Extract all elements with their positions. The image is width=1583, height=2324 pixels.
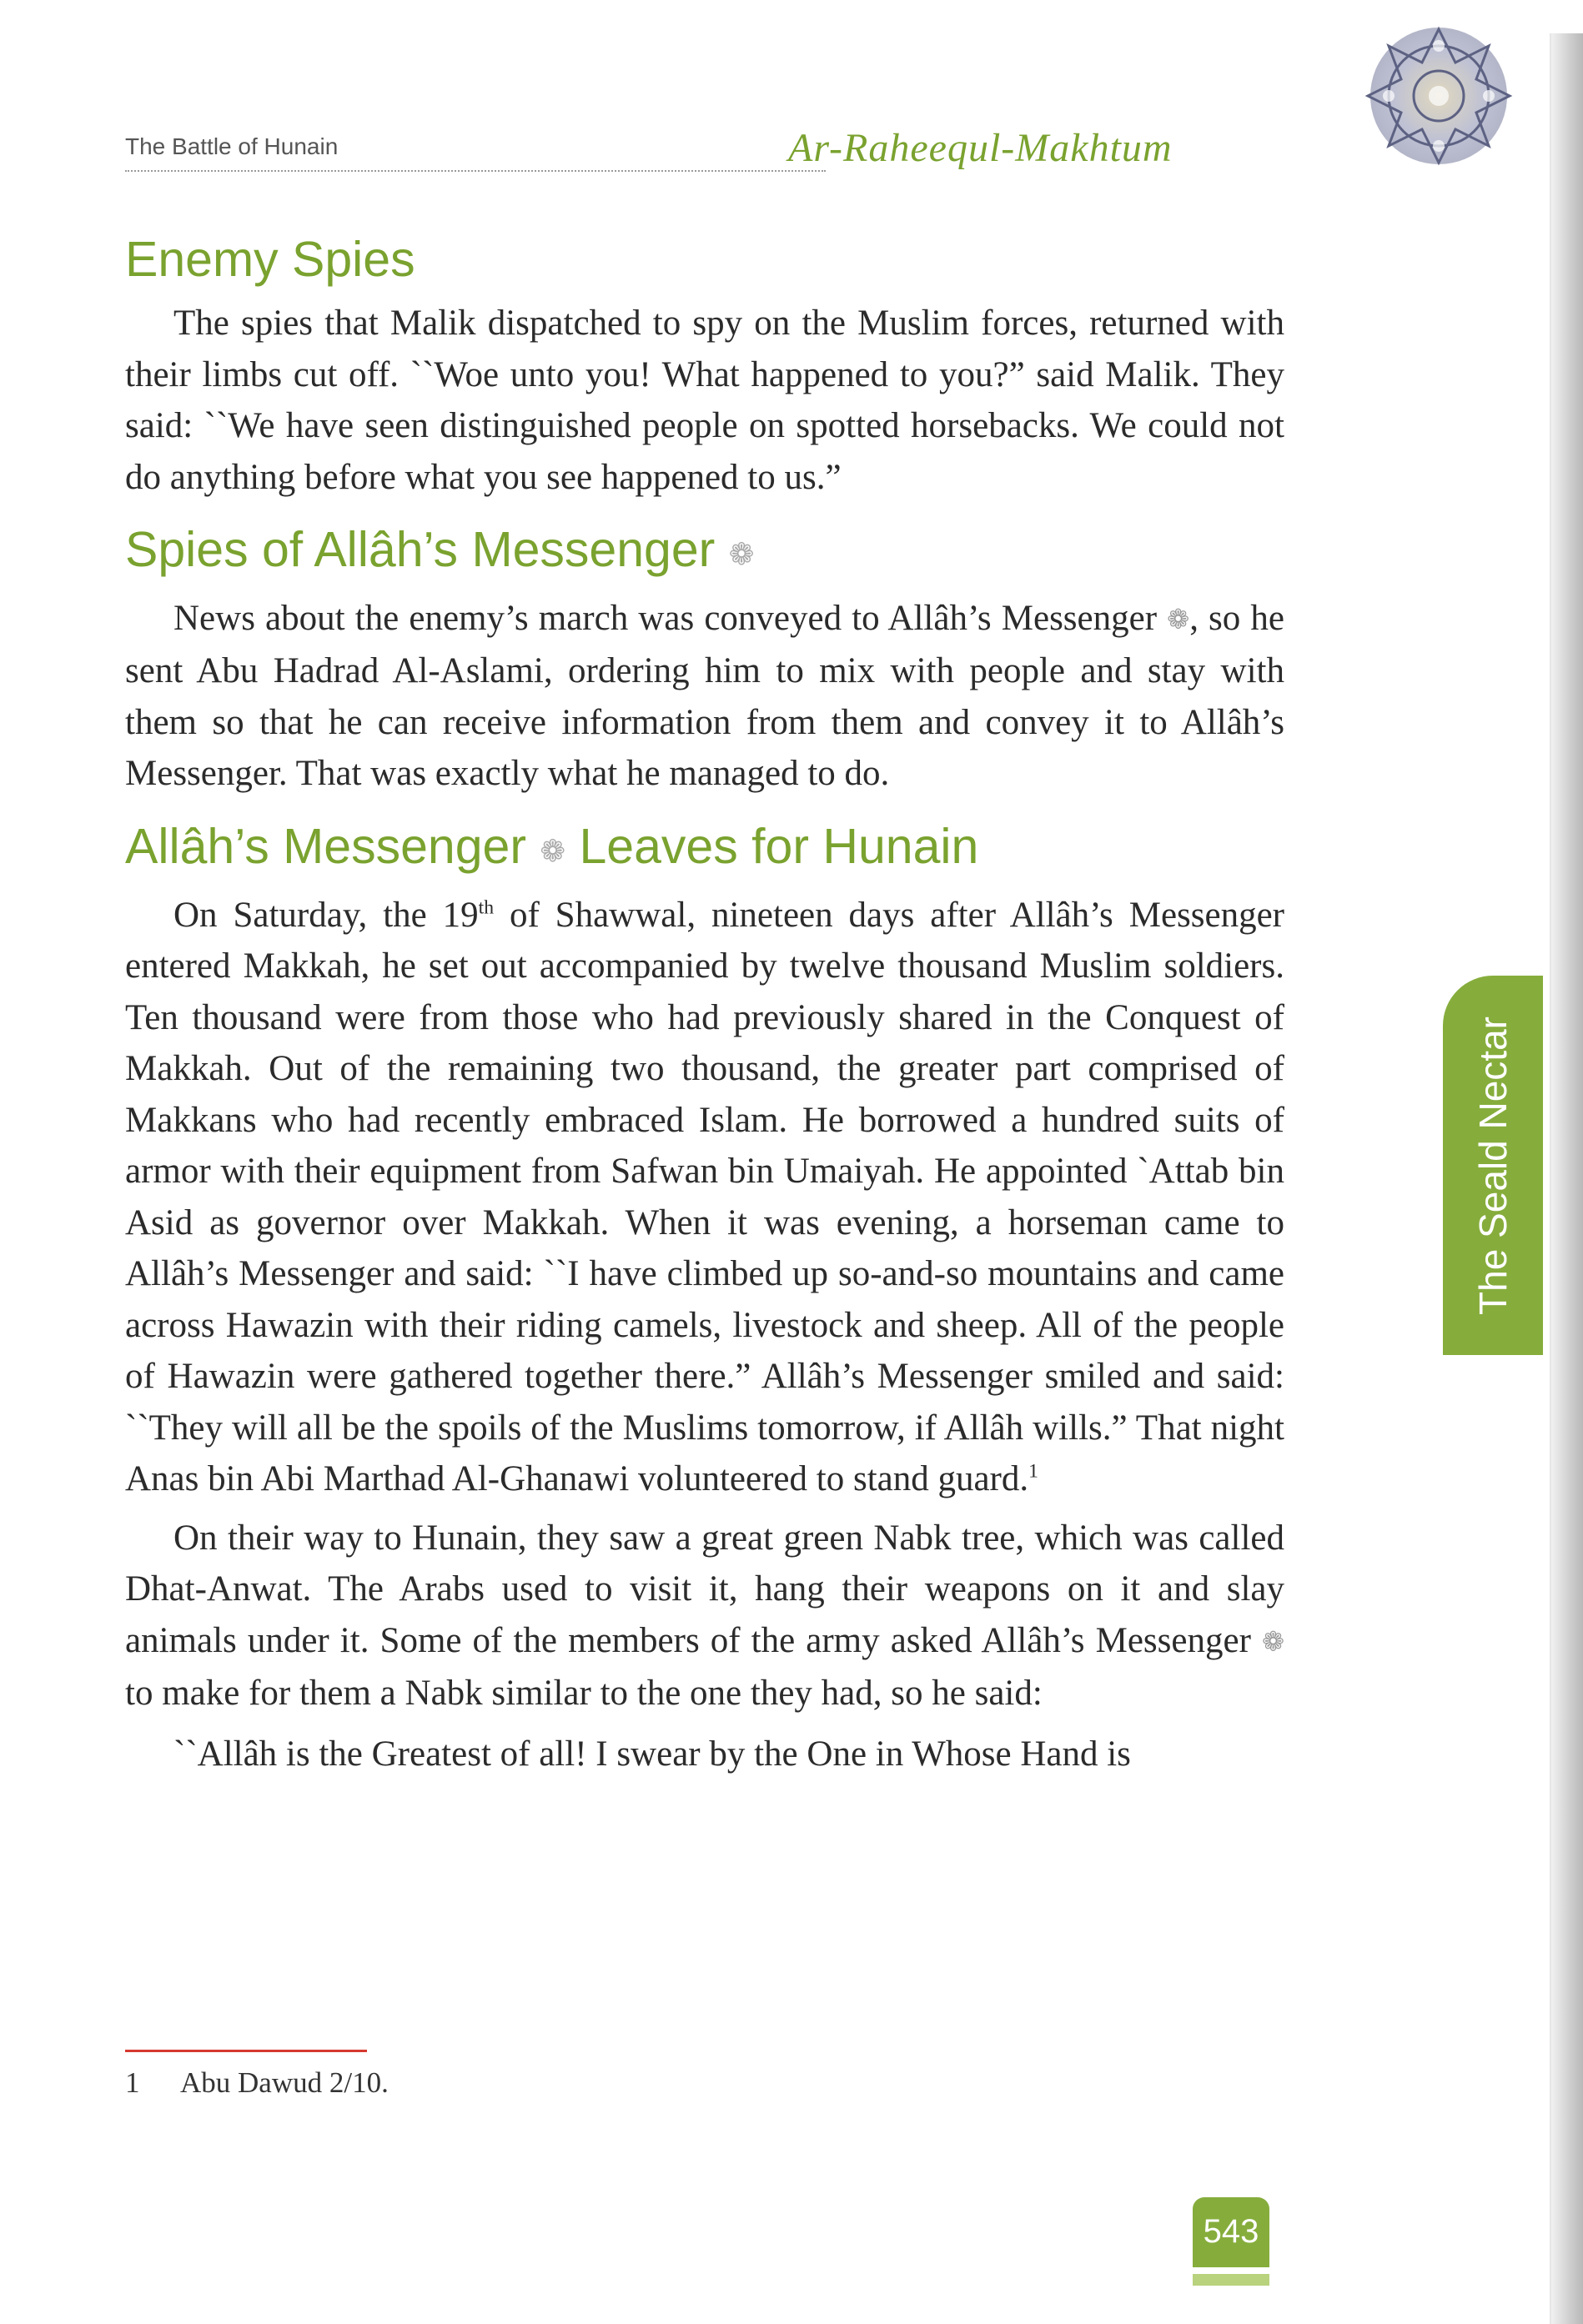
- side-tab: [1443, 976, 1543, 1355]
- salutation-glyph-icon: ❁: [1167, 603, 1190, 635]
- heading-text: Allâh’s Messenger: [125, 818, 526, 874]
- paragraph-enemy-spies: The spies that Malik dispatched to spy on the Muslim forces, returned with their limbs cut off. ``Woe unto you! What happened to you?” said Malik. They said: ``We have seen distinguished people on spotted horsebacks. We could not do anything before what you see happened to us.”: [125, 304, 1284, 497]
- paragraph-spies-of-messenger: [125, 593, 1284, 799]
- heading-messenger-leaves-for-hunain: [125, 808, 1284, 890]
- page-edge: [1550, 33, 1583, 2324]
- header-dotted-rule: [125, 170, 826, 172]
- salutation-glyph-icon: ❁: [728, 536, 755, 573]
- salutation-glyph-icon: ❁: [540, 832, 566, 869]
- paragraph-text: , so he sent Abu Hadrad Al-Aslami, ordering him to mix with people and stay with them so that he can receive information from them and convey it to Allâh’s Messenger. That was exactly what he managed to do.: [125, 599, 1285, 794]
- footnote-text: Abu Dawud 2/10.: [180, 2066, 389, 2099]
- page-body: [125, 221, 1284, 1780]
- running-header-book-title: Ar-Raheequl-Makhtum: [788, 126, 1173, 170]
- side-tab-label: The Seald Nectar: [1471, 1016, 1515, 1315]
- footnote-rule: [125, 2050, 367, 2052]
- heading-text: Leaves for Hunain: [579, 818, 979, 874]
- paragraph-text: of Shawwal, nineteen days after Allâh’s Messenger entered Makkah, he set out accompanied by twelve thousand Muslim soldiers. Ten thousand were from those who had previously shared in the Conquest of Makkah. Out of the remaining two thousand, the greater part comprised of Makkans who had recently embraced Islam. He borrowed a hundred suits of armor with their equipment from Safwan bin Umaiyah. He appointed `Attab bin Asid as governor over Makkah. When it was evening, a horseman came to Allâh’s Messenger and said: ``I have climbed up so-and-so mountains and came across Hawazin with their riding camels, livestock and sheep. All of the people of Hawazin were gathered together there.” Allâh’s Messenger smiled and said: ``They will all be the spoils of the Muslims tomorrow, if Allâh wills.” That night Anas bin Abi Marthad Al-Ghanawi volunteered to stand guard.: [125, 895, 1284, 1499]
- heading-text: Spies of Allâh’s Messenger: [125, 522, 716, 577]
- paragraph-departure: [125, 890, 1284, 1505]
- superscript: th: [478, 896, 495, 919]
- salutation-glyph-icon: ❁: [1261, 1625, 1285, 1658]
- paragraph-text: On Saturday, the 19: [173, 895, 479, 935]
- running-header-chapter: The Battle of Hunain: [125, 133, 339, 159]
- footnote-reference[interactable]: 1: [1028, 1460, 1038, 1483]
- page-number-underline: [1193, 2274, 1269, 2286]
- heading-enemy-spies: Enemy Spies: [125, 232, 415, 287]
- paragraph-text: News about the enemy’s march was conveyed to Allâh’s Messenger: [173, 599, 1158, 639]
- heading-spies-of-messenger: [125, 511, 1284, 593]
- footnote-number: 1: [125, 2066, 140, 2099]
- footnote: [125, 2066, 389, 2100]
- page-number: 543: [1193, 2197, 1269, 2267]
- paragraph-text: On their way to Hunain, they saw a great green Nabk tree, which was called Dhat-Anwat. The Arabs used to visit it, hang their weapons on it and slay animals under it. Some of the members of the army asked Allâh’s Messenger: [125, 1518, 1284, 1660]
- paragraph-quote: ``Allâh is the Greatest of all! I swear by the One in Whose Hand is: [173, 1734, 1131, 1774]
- arabesque-ornament-icon: [1314, 25, 1535, 200]
- paragraph-text: to make for them a Nabk similar to the one they had, so he said:: [125, 1673, 1043, 1713]
- paragraph-dhat-anwat: [125, 1513, 1284, 1719]
